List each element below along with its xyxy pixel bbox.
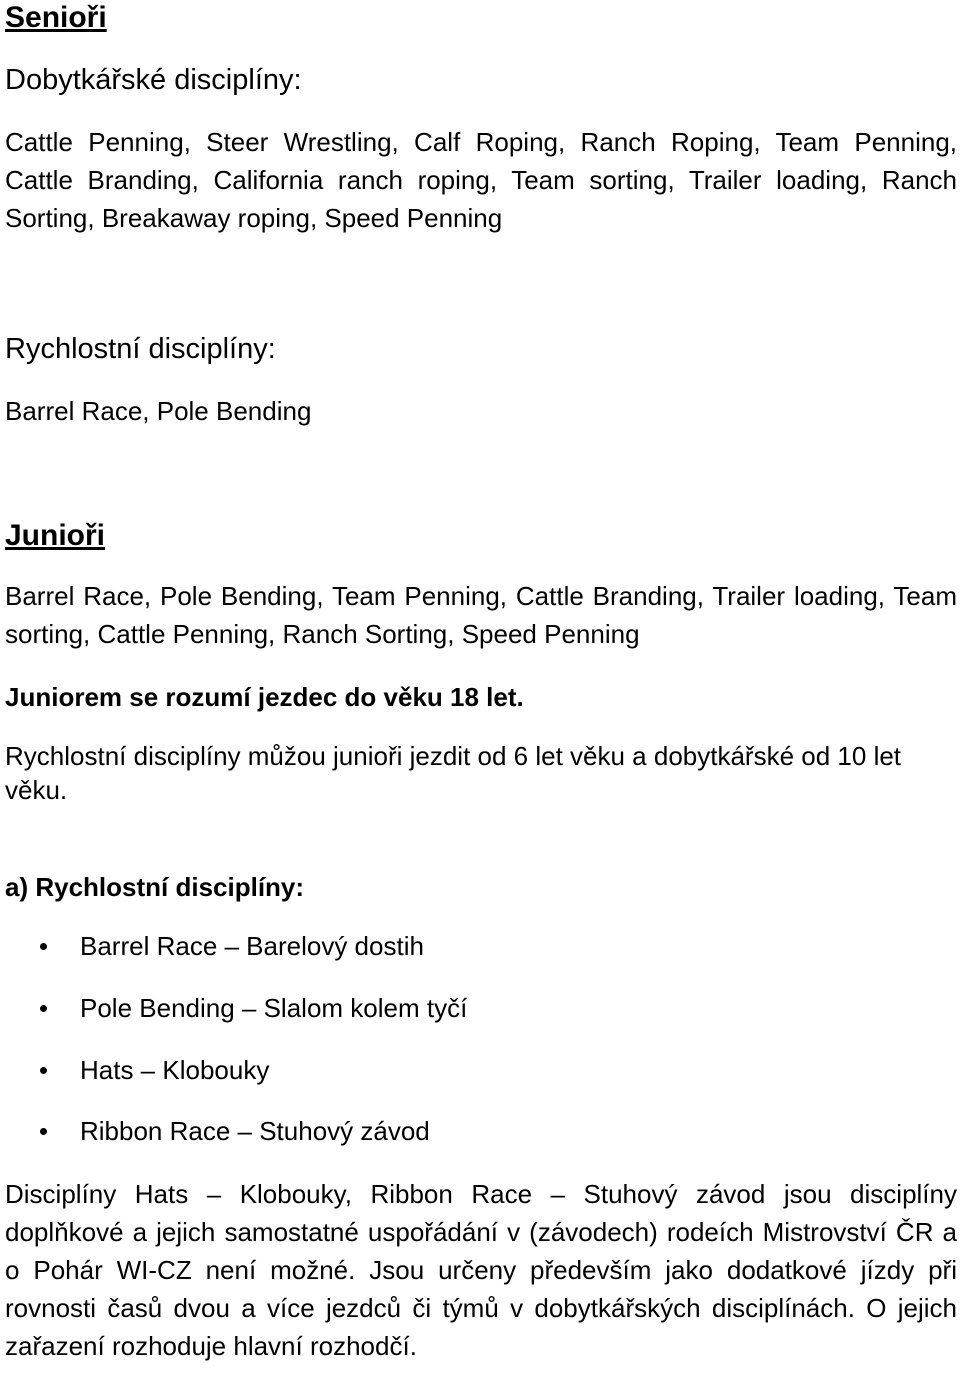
list-item-label: Pole Bending – Slalom kolem tyčí (80, 993, 468, 1023)
seniors-heading: Senioři (5, 1, 107, 34)
bullet-icon (40, 1067, 47, 1074)
list-item-label: Barrel Race – Barelový dostih (80, 931, 424, 961)
speed-disciplines-title: Rychlostní disciplíny: (5, 333, 276, 365)
junior-age-note: Juniorem se rozumí jezdec do věku 18 let. (5, 682, 524, 712)
juniors-heading: Junioři (5, 519, 106, 552)
speed-section-title: a) Rychlostní disciplíny: (5, 872, 305, 902)
bullet-icon (40, 943, 47, 950)
list-item-label: Hats – Klobouky (80, 1055, 270, 1085)
cattle-disciplines-title: Dobytkářské disciplíny: (5, 64, 302, 96)
supplementary-disciplines-note: Disciplíny Hats – Klobouky, Ribbon Race – Stuhový závod jsou disciplíny doplňkové a jejich samostatné uspořádání v (závodech) rodeích Mistrovství ČR a o Pohár WI-CZ není možné. Jsou určeny především jako dodatkové jízdy při rovnosti časů dvou a více jezdců či týmů v dobytkářských disciplínách. O jejich zařazení rozhoduje hlavní rozhodčí. (5, 1179, 957, 1361)
bullet-icon (40, 1128, 47, 1135)
bullet-icon (40, 1005, 47, 1012)
speed-disciplines-list: Barrel Race, Pole Bending (5, 396, 312, 426)
cattle-disciplines-list: Cattle Penning, Steer Wrestling, Calf Roping, Ranch Roping, Team Penning, Cattle Branding, California ranch roping, Team sorting, Trailer loading, Ranch Sorting, Breakaway roping, Speed Penning (5, 127, 957, 233)
list-item-label: Ribbon Race – Stuhový závod (80, 1116, 430, 1146)
junior-age-rules: Rychlostní disciplíny můžou junioři jezdit od 6 let věku a dobytkářské od 10 let věku. (5, 741, 902, 805)
juniors-disciplines-list: Barrel Race, Pole Bending, Team Penning, Cattle Branding, Trailer loading, Team sorting, Cattle Penning, Ranch Sorting, Speed Penning (5, 581, 957, 649)
